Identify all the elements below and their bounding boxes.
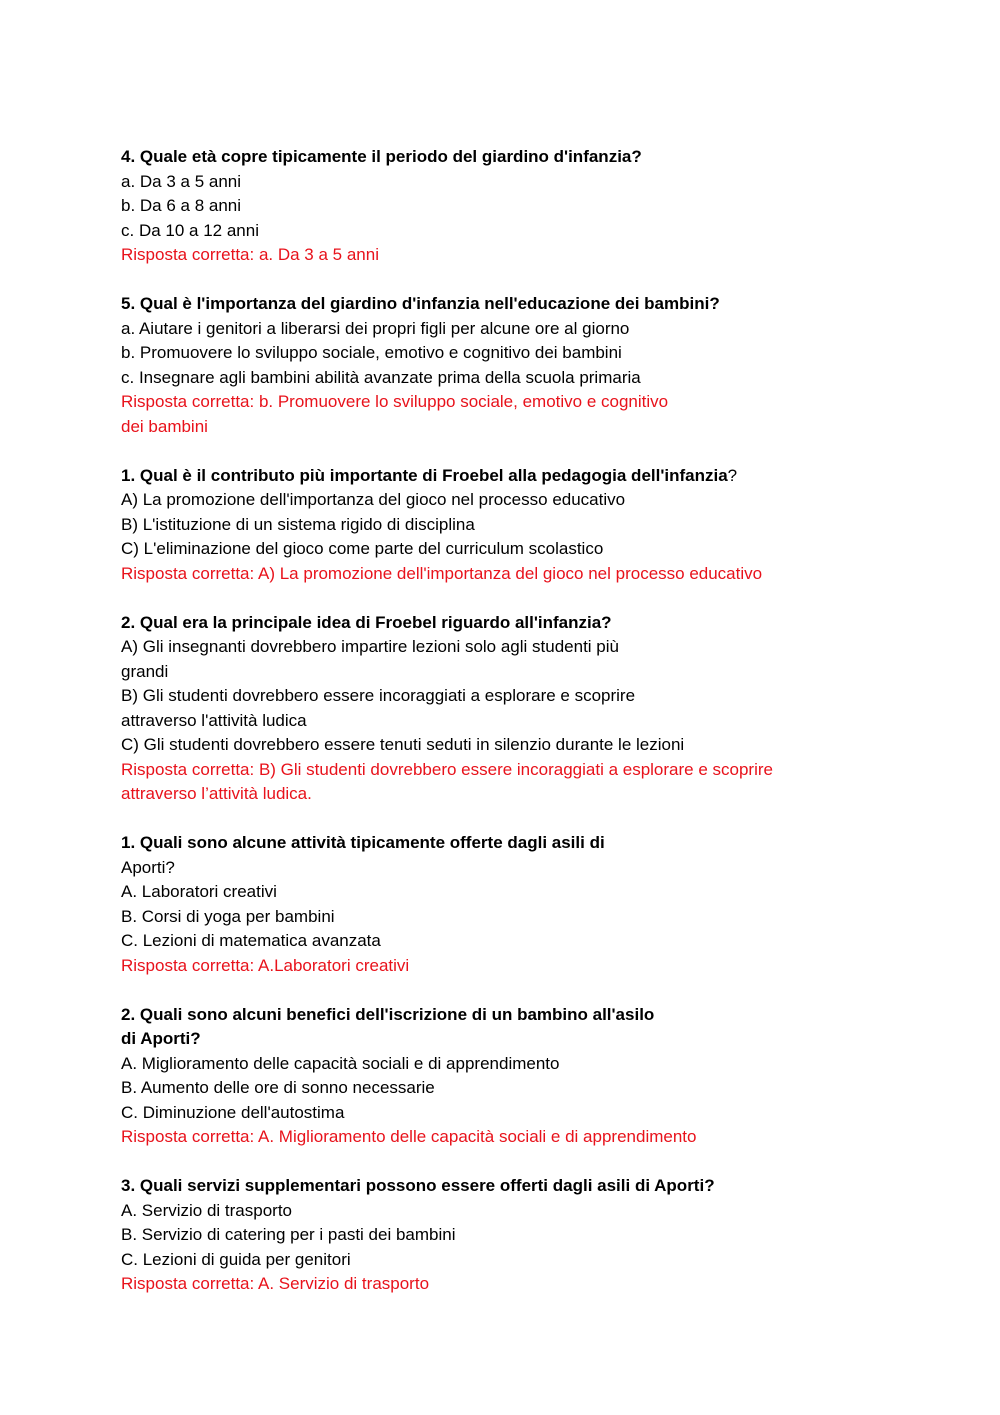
correct-answer: Risposta corretta: A) La promozione dell'importanza del gioco nel processo educativo	[121, 563, 763, 583]
question-block	[121, 1003, 861, 1150]
option-text: B) Gli studenti dovrebbero essere incoraggiati a esplorare e scoprire	[121, 686, 636, 705]
question-text: 2. Quali sono alcuni benefici dell'iscrizione di un bambino all'asilo	[121, 1004, 655, 1024]
option-text-continued: grandi	[121, 661, 169, 681]
option-text: C. Diminuzione dell'autostima	[121, 1102, 345, 1122]
option-text: c. Insegnare agli bambini abilità avanzate prima della scuola primaria	[121, 367, 641, 387]
question-block	[121, 292, 861, 439]
question-text-continued: di Aporti?	[121, 1029, 201, 1048]
option-text: A. Miglioramento delle capacità sociali e di apprendimento	[121, 1053, 560, 1073]
correct-answer-continued: attraverso l’attività ludica.	[121, 784, 312, 803]
option-text: a. Da 3 a 5 anni	[121, 171, 242, 191]
question-block	[121, 1174, 861, 1297]
correct-answer: Risposta corretta: A.Laboratori creativi	[121, 955, 410, 975]
option-text: C. Lezioni di guida per genitori	[121, 1249, 351, 1269]
question-text-continued: Aporti?	[121, 857, 175, 877]
correct-answer: Risposta corretta: A. Servizio di trasporto	[121, 1274, 430, 1293]
option-text: A. Servizio di trasporto	[121, 1200, 293, 1220]
question-block	[121, 831, 861, 978]
question-text: 1. Qual è il contributo più importante di Froebel alla pedagogia dell'infanzia	[121, 465, 728, 485]
question-text: 2. Qual era la principale idea di Froebel riguardo all'infanzia?	[121, 612, 612, 632]
option-text: b. Da 6 a 8 anni	[121, 196, 242, 215]
question-block	[121, 145, 861, 268]
correct-answer: Risposta corretta: B) Gli studenti dovrebbero essere incoraggiati a esplorare e scoprire	[121, 759, 773, 779]
option-text: C) Gli studenti dovrebbero essere tenuti seduti in silenzio durante le lezioni	[121, 735, 685, 754]
option-text: B. Servizio di catering per i pasti dei bambini	[121, 1225, 456, 1244]
option-text: A. Laboratori creativi	[121, 882, 277, 901]
correct-answer: Risposta corretta: A. Miglioramento delle capacità sociali e di apprendimento	[121, 1127, 697, 1146]
question-text: 3. Quali servizi supplementari possono essere offerti dagli asili di Aporti?	[121, 1176, 715, 1195]
correct-answer: Risposta corretta: a. Da 3 a 5 anni	[121, 245, 379, 264]
option-text: c. Da 10 a 12 anni	[121, 220, 259, 240]
question-text: 5. Qual è l'importanza del giardino d'infanzia nell'educazione dei bambini?	[121, 294, 720, 313]
option-text: b. Promuovere lo sviluppo sociale, emotivo e cognitivo dei bambini	[121, 343, 622, 362]
correct-answer: Risposta corretta: b. Promuovere lo sviluppo sociale, emotivo e cognitivo	[121, 392, 669, 411]
option-text: B) L'istituzione di un sistema rigido di disciplina	[121, 514, 475, 534]
question-text: 4. Quale età copre tipicamente il periodo del giardino d'infanzia?	[121, 147, 642, 166]
option-text-continued: attraverso l'attività ludica	[121, 710, 307, 730]
option-text: A) Gli insegnanti dovrebbero impartire lezioni solo agli studenti più	[121, 637, 619, 656]
option-text: C. Lezioni di matematica avanzata	[121, 931, 381, 950]
option-text: A) La promozione dell'importanza del gioco nel processo educativo	[121, 490, 626, 509]
question-mark: ?	[727, 465, 738, 485]
document-page	[121, 145, 861, 1321]
question-block	[121, 464, 861, 587]
correct-answer-continued: dei bambini	[121, 416, 208, 436]
option-text: C) L'eliminazione del gioco come parte del curriculum scolastico	[121, 539, 604, 558]
option-text: B. Corsi di yoga per bambini	[121, 906, 335, 926]
option-text: a. Aiutare i genitori a liberarsi dei propri figli per alcune ore al giorno	[121, 318, 630, 338]
question-block	[121, 611, 861, 807]
question-line	[121, 464, 861, 489]
question-text: 1. Quali sono alcune attività tipicamente offerte dagli asili di	[121, 833, 605, 852]
option-text: B. Aumento delle ore di sonno necessarie	[121, 1078, 435, 1097]
